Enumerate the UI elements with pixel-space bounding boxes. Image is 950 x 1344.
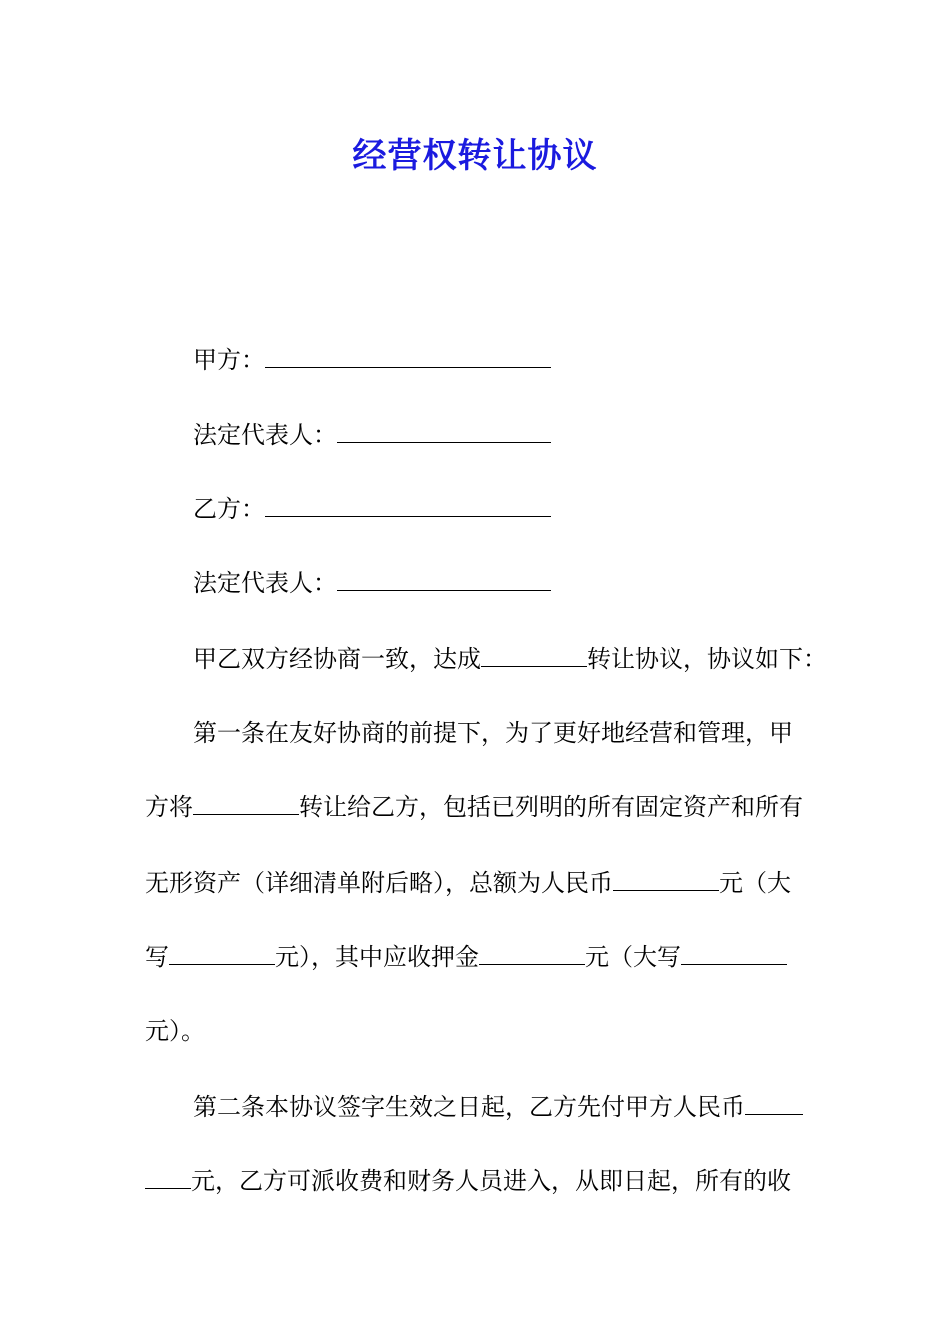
article-1-text-4: 无形资产（详细清单附后略），总额为人民币 [145,869,613,897]
article-1-line-4 [145,942,815,972]
party-a-blank[interactable] [265,345,551,368]
party-b-label: 乙方： [193,495,265,523]
article-1-text-1: 第一条在友好协商的前提下，为了更好地经营和管理，甲 [193,719,793,747]
article-1-line-2 [145,792,815,822]
party-a-rep-label: 法定代表人： [193,421,337,449]
party-a-line [193,345,551,375]
article-2-text-2: 元，乙方可派收费和财务人员进入，从即日起，所有的收 [191,1167,791,1195]
party-a-rep-blank[interactable] [337,420,551,443]
deposit-words-blank[interactable] [681,942,787,965]
article-1-line-1 [193,718,793,748]
article-1-text-8: 元（大写 [585,943,681,971]
party-a-rep-line [193,420,551,450]
party-b-line [193,494,551,524]
total-amount-blank[interactable] [613,868,719,891]
intro-text-2: 转让协议，协议如下： [587,645,827,673]
intro-blank[interactable] [481,644,587,667]
total-amount-words-blank[interactable] [169,942,275,965]
article-1-line-5 [145,1016,815,1046]
deposit-blank[interactable] [479,942,585,965]
party-b-rep-line [193,568,551,598]
intro-line [193,644,827,674]
document-title: 经营权转让协议 [352,136,598,176]
prepayment-blank-a[interactable] [745,1092,803,1115]
article-1-line-3 [145,868,815,898]
party-b-rep-blank[interactable] [337,568,551,591]
article-2-line-2 [145,1166,815,1196]
article-1-text-7: 元），其中应收押金 [275,943,479,971]
prepayment-blank-b[interactable] [145,1166,191,1189]
party-b-blank[interactable] [265,494,551,517]
article-1-text-9: 元）。 [145,1017,205,1045]
article-1-text-3: 转让给乙方，包括已列明的所有固定资产和所有 [299,793,803,821]
party-b-rep-label: 法定代表人： [193,569,337,597]
party-a-label: 甲方： [193,346,265,374]
transfer-object-blank[interactable] [193,792,299,815]
article-1-text-2: 方将 [145,793,193,821]
article-1-text-5: 元（大 [719,869,791,897]
article-2-line-1 [193,1092,803,1122]
article-2-text-1: 第二条本协议签字生效之日起，乙方先付甲方人民币 [193,1093,745,1121]
intro-text-1: 甲乙双方经协商一致，达成 [193,645,481,673]
article-1-text-6: 写 [145,943,169,971]
